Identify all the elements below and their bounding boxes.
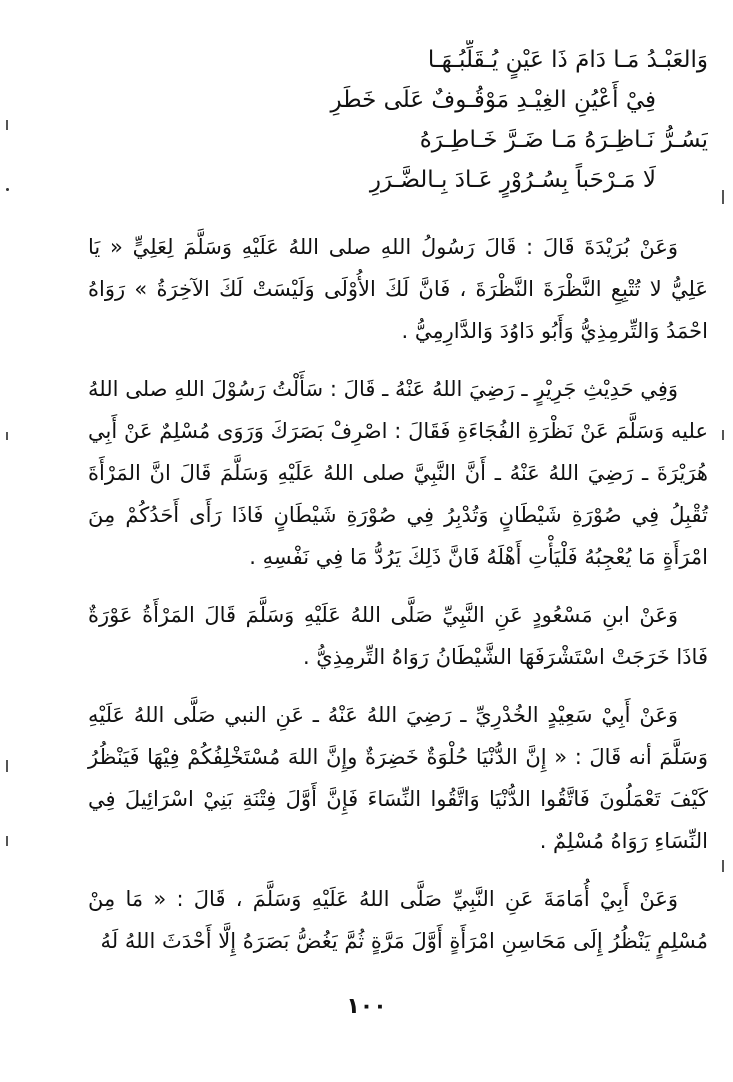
page-number: ١٠٠ [346, 994, 387, 1019]
poem-verse: لَا مَـرْحَباً بِسُـرُوْرٍ عَـادَ بِـالضَّـرَرِ [369, 167, 656, 193]
poem-verse: وَالعَبْـدُ مَـا دَامَ ذَا عَيْنٍ يُـقَلِّبُـهَـا [427, 47, 708, 73]
poem-verse: فِيْ أَعْيُنِ الغِيْـدِ مَوْقُـوفٌ عَلَى خَطَرِ [330, 87, 656, 113]
left-margin-mark [6, 836, 8, 846]
right-margin-mark [722, 860, 724, 872]
left-margin-mark [6, 120, 8, 130]
paragraph-abu-umamah: وَعَنْ أَبِيْ أُمَامَةَ عَنِ النَّبِيِّ صَلَّى اللهُ عَلَيْهِ وَسَلَّمَ ، قَالَ : « مَا مِنْ مُسْلِمٍ يَنْظُرُ إِلَى مَحَاسِنِ امْرَأَةٍ أَوَّلَ مَرَّةٍ ثُمَّ يَغُضُّ بَصَرَهُ إِلَّا أَحْدَثَ اللهُ لَهُ [88, 887, 708, 953]
paragraph-abu-said: وَعَنْ أَبِيْ سَعِيْدٍ الخُدْرِيِّ ـ رَضِيَ اللهُ عَنْهُ ـ عَنِ النبي صَلَّى اللهُ عَلَيْهِ وَسَلَّمَ أنه قَالَ : « إِنَّ الدُّنْيَا حُلْوَةٌ خَضِرَةٌ وإِنَّ اللهَ مُسْتَخْلِفُكُمْ فِيْهَا فَيَنْظُرُ كَيْفَ تَعْمَلُونَ فَاتَّقُوا الدُّنْيَا وَاتَّقُوا النِّسَاءَ فَإِنَّ أَوَّلَ فِتْنَةِ بَنِيْ اسْرَائِيلَ فِي النِّسَاءِ رَوَاهُ مُسْلِمٌ . [88, 703, 708, 853]
paragraph-buraydah: وَعَنْ بُرَيْدَةَ قَالَ : قَالَ رَسُولُ اللهِ صلى اللهُ عَلَيْهِ وَسَلَّمَ لِعَلِيٍّ « يَا عَلِيُّ لا تُتْبِعِ النَّظْرَةَ النَّظْرَةَ ، فَانَّ لَكَ الأُوْلَى وَلَيْسَتْ لَكَ الآخِرَةُ » رَوَاهُ احْمَدُ وَالتِّرمِذِيُّ وَأَبُو دَاوُدَ وَالدَّارِمِيُّ . [88, 235, 708, 343]
left-margin-mark [6, 432, 8, 440]
poem [88, 40, 708, 200]
page-text [88, 40, 708, 978]
right-margin-mark [722, 190, 724, 204]
poem-verse: يَسُـرُّ نَـاظِـرَهُ مَـا ضَـرَّ خَـاطِـرَهُ [419, 127, 708, 153]
paragraph-jarir: وَفِي حَدِيْثِ جَرِيْرٍ ـ رَضِيَ اللهُ عَنْهُ ـ قَالَ : سَأَلْتُ رَسُوْلَ اللهِ صلى اللهُ عليه وَسَلَّمَ عَنْ نَظْرَةِ الفُجَاءَةِ فَقَالَ : اصْرِفْ بَصَرَكَ وَرَوَى مُسْلِمٌ عَنْ أَبِي هُرَيْرَةَ ـ رَضِيَ اللهُ عَنْهُ ـ أَنَّ النَّبِيَّ صلى اللهُ عَلَيْهِ وَسَلَّمَ قَالَ انَّ المَرْأَةَ تُقْبِلُ فِي صُوْرَةِ شَيْطَانٍ وَتُدْبِرُ فِي صُوْرَةِ شَيْطَانٍ فَاذَا رَأَى أَحَدُكُمْ مِنَ امْرَأَةٍ مَا يُعْجِبُهُ فَلْيَأْتِ أَهْلَهُ فَانَّ ذَلِكَ يَرُدُّ مَا فِي نَفْسِهِ . [88, 377, 708, 569]
left-margin-mark [6, 760, 8, 772]
right-margin-mark [722, 430, 724, 440]
left-margin-dot [6, 188, 9, 191]
paragraph-ibn-masud: وَعَنْ ابنِ مَسْعُودٍ عَنِ النَّبِيِّ صَلَّى اللهُ عَلَيْهِ وَسَلَّمَ قَالَ المَرْأَةُ عَوْرَةٌ فَاذَا خَرَجَتْ اسْتَشْرَفَهَا الشَّيْطَانُ رَوَاهُ التِّرمِذِيُّ . [88, 603, 708, 669]
